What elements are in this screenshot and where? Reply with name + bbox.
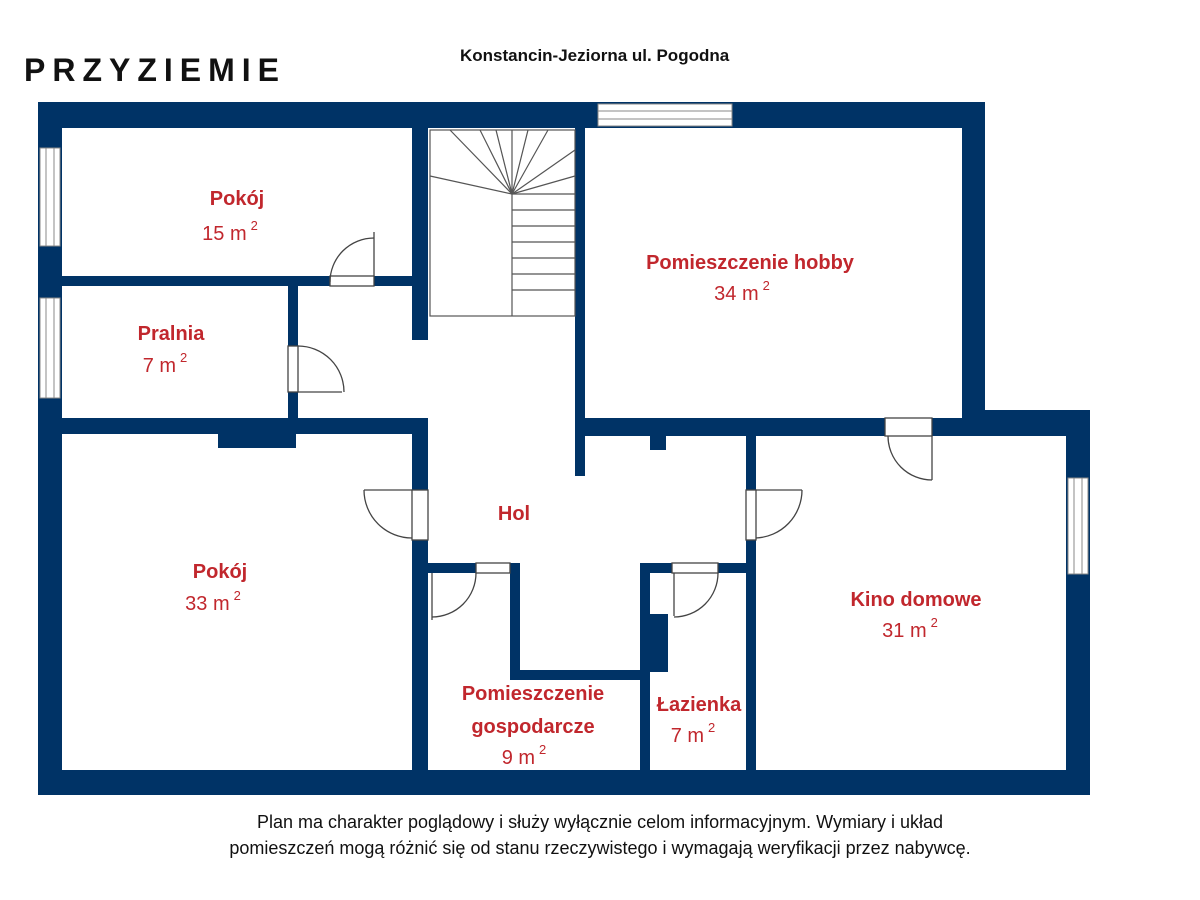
window [40, 298, 60, 398]
wall [510, 670, 650, 680]
window [1068, 478, 1088, 574]
room-area-pralnia: 7 m $^2$ [142, 350, 188, 377]
wall [718, 563, 748, 573]
wall [746, 436, 756, 490]
door [330, 232, 374, 286]
staircase [430, 130, 575, 316]
wall [575, 128, 585, 418]
room-name-kino: Kino domowe [850, 589, 982, 611]
wall [650, 563, 672, 573]
wall [640, 563, 650, 770]
room-name-pokoj-33: Pokój [192, 561, 248, 583]
window [40, 148, 60, 246]
room-name-hobby: Pomieszczenie hobby [646, 252, 854, 274]
wall [288, 392, 298, 420]
room-name-pralnia: Pralnia [137, 323, 205, 345]
wall [428, 563, 476, 573]
door [746, 490, 802, 540]
wall [650, 436, 666, 450]
window [598, 104, 732, 126]
floor-title: PRZYZIEMIE [24, 52, 287, 88]
room-area-gospodarcze: 9 m $^2$ [501, 742, 547, 769]
room-name-gospodarcze-line2: gospodarcze [471, 716, 595, 738]
wall [412, 128, 428, 340]
disclaimer-line-1: Plan ma charakter poglądowy i służy wyłącznie celom informacyjnym. Wymiary i układ [256, 812, 944, 832]
room-area-lazienka: 7 m $^2$ [670, 720, 716, 747]
door [672, 563, 718, 617]
room-name-hol: Hol [497, 503, 531, 525]
room-name-lazienka: Łazienka [656, 694, 742, 716]
wall [288, 284, 298, 346]
room-area-pokoj-15: 15 m $^2$ [202, 218, 258, 245]
wall [412, 540, 428, 770]
address-title: Konstancin-Jeziorna ul. Pogodna [460, 46, 730, 65]
room-area-pokoj-33: 33 m $^2$ [185, 588, 241, 615]
door [364, 490, 428, 540]
wall [510, 563, 520, 675]
room-area-hobby: 34 m $^2$ [714, 278, 770, 305]
room-name-gospodarcze-line1: Pomieszczenie [461, 683, 605, 705]
wall [585, 418, 885, 436]
wall [650, 614, 668, 672]
wall [412, 418, 428, 490]
room-name-pokoj-15: Pokój [209, 188, 265, 210]
wall [218, 418, 296, 448]
door [288, 346, 344, 392]
wall [575, 418, 585, 476]
disclaimer-line-2: pomieszczeń mogą różnić się od stanu rzeczywistego i wymagają weryfikacji przez nabywcę. [229, 838, 971, 858]
wall [932, 418, 972, 436]
room-area-kino: 31 m $^2$ [882, 615, 938, 642]
room-labels [138, 188, 982, 769]
door [885, 418, 932, 480]
wall [746, 540, 756, 770]
